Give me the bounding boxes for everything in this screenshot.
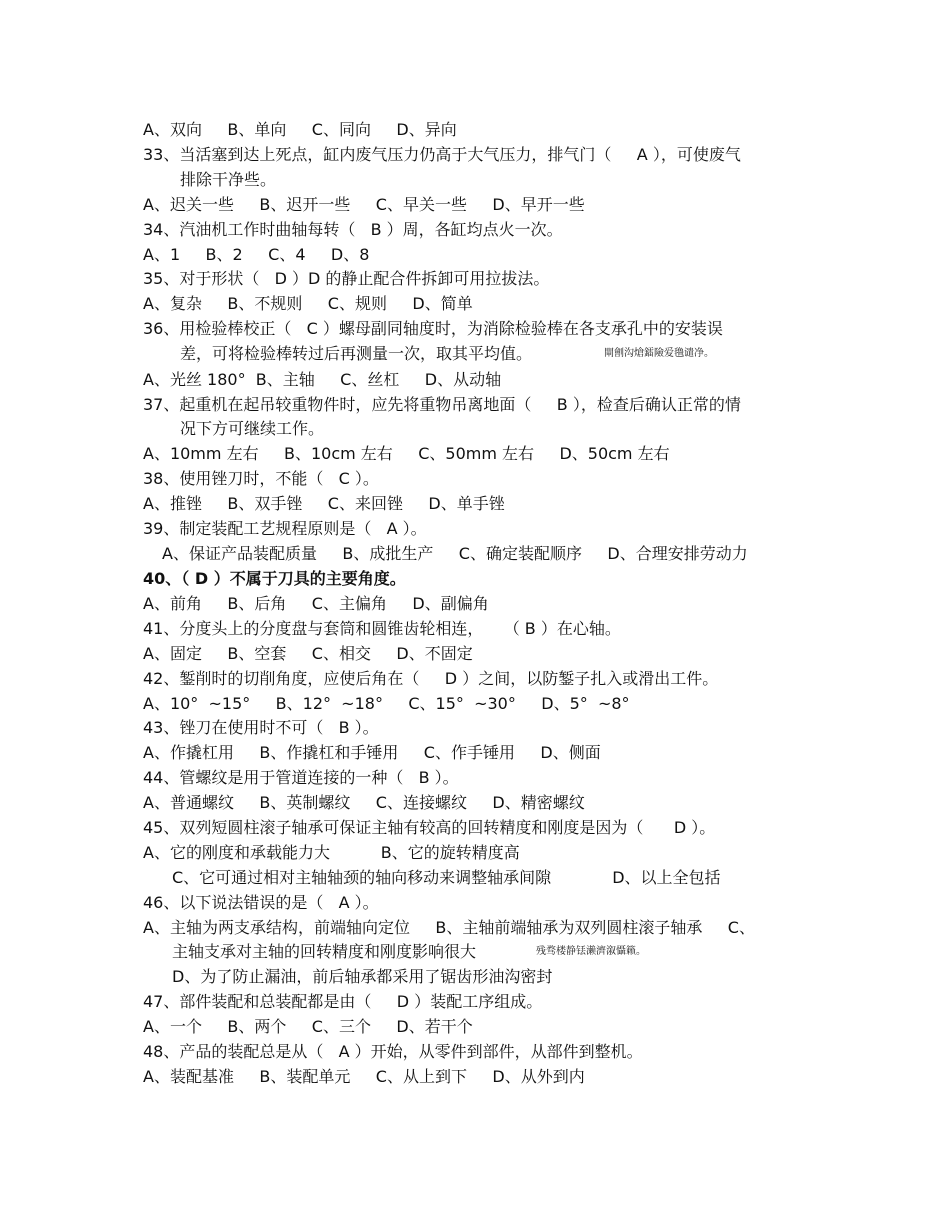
options-q36: A、光丝 180° B、主轴 C、丝杠 D、从动轴 [143,370,502,389]
question-36: 36、用检验棒校正（ C ）螺母副同轴度时，为消除检验棒在各支承孔中的安装误 [143,319,723,338]
options-q35: A、复杂 B、不规则 C、规则 D、简单 [143,294,473,313]
options-q42: A、10° ~15° B、12° ~18° C、15° ~30° D、5° ~8° [143,694,630,713]
question-45: 45、双列短圆柱滚子轴承可保证主轴有较高的回转精度和刚度是因为（ D ）。 [143,818,716,837]
question-39: 39、制定装配工艺规程原则是（ A ）。 [143,519,427,538]
options-q46-c-cont: 主轴支承对主轴的回转精度和刚度影响很大 [172,942,477,961]
question-47: 47、部件装配和总装配都是由（ D ）装配工序组成。 [143,992,543,1011]
options-q46-abc: A、主轴为两支承结构，前端轴向定位 B、主轴前端轴承为双列圆柱滚子轴承 C、 [143,918,755,937]
question-40: 40、（ D ）不属于刀具的主要角度。 [143,569,406,588]
question-38: 38、使用锉刀时，不能（ C ）。 [143,469,379,488]
question-44: 44、管螺纹是用于管道连接的一种（ B ）。 [143,768,459,787]
options-q38: A、推锉 B、双手锉 C、来回锉 D、单手锉 [143,494,505,513]
question-37-cont: 况下方可继续工作。 [180,419,325,438]
question-41: 41、分度头上的分度盘与套筒和圆锥齿轮相连， （ B ）在心轴。 [143,619,621,638]
options-q32: A、双向 B、单向 C、同向 D、异向 [143,120,457,139]
question-35: 35、对于形状（ D ）D 的静止配合件拆卸可用拉拔法。 [143,269,550,288]
options-q44: A、普通螺纹 B、英制螺纹 C、连接螺纹 D、精密螺纹 [143,793,585,812]
options-q37: A、10mm 左右 B、10cm 左右 C、50mm 左右 D、50cm 左右 [143,444,670,463]
options-q48: A、装配基准 B、装配单元 C、从上到下 D、从外到内 [143,1067,585,1086]
options-q46-d: D、为了防止漏油，前后轴承都采用了锯齿形油沟密封 [172,967,553,986]
question-37: 37、起重机在起吊较重物件时，应先将重物吊离地面（ B ），检查后确认正常的情 [143,395,741,414]
question-42: 42、錾削时的切削角度，应使后角在（ D ）之间，以防錾子扎入或滑出工件。 [143,669,719,688]
options-q33: A、迟关一些 B、迟开一些 C、早关一些 D、早开一些 [143,195,585,214]
watermark-note-1: 閘劊沟熗鐳險爱氇谴净。 [604,348,714,359]
options-q41: A、固定 B、空套 C、相交 D、不固定 [143,644,473,663]
options-q40: A、前角 B、后角 C、主偏角 D、副偏角 [143,594,489,613]
question-34: 34、汽油机工作时曲轴每转（ B ）周，各缸均点火一次。 [143,220,563,239]
watermark-note-2: 残骛楼静铥濑濟溆懾籟。 [536,946,646,957]
options-q34: A、1 B、2 C、4 D、8 [143,245,370,264]
question-48: 48、产品的装配总是从（ A ）开始，从零件到部件，从部件到整机。 [143,1042,643,1061]
question-43: 43、锉刀在使用时不可（ B ）。 [143,718,379,737]
options-q39: A、保证产品装配质量 B、成批生产 C、确定装配顺序 D、合理安排劳动力 [162,544,748,563]
options-q45-ab: A、它的刚度和承载能力大 B、它的旋转精度高 [143,843,520,862]
question-33-cont: 排除干净些。 [180,170,277,189]
question-46: 46、以下说法错误的是（ A ）。 [143,893,379,912]
options-q47: A、一个 B、两个 C、三个 D、若干个 [143,1017,473,1036]
question-33: 33、当活塞到达上死点，缸内废气压力仍高于大气压力，排气门（ A ），可使废气 [143,145,741,164]
options-q43: A、作撬杠用 B、作撬杠和手锤用 C、作手锤用 D、侧面 [143,743,601,762]
options-q45-cd: C、它可通过相对主轴轴颈的轴向移动来调整轴承间隙 D、以上全包括 [172,868,721,887]
question-36-cont: 差，可将检验棒转过后再测量一次，取其平均值。 [180,344,533,363]
